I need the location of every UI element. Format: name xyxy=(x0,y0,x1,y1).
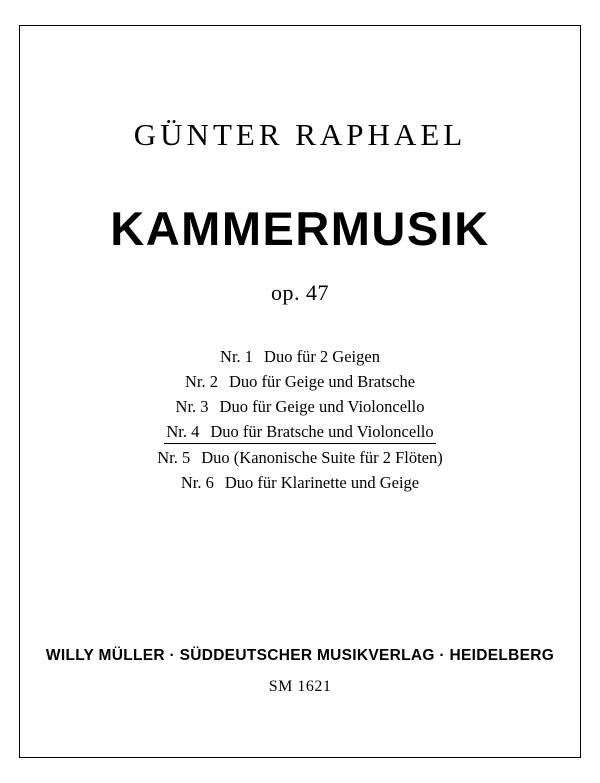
work-entry xyxy=(218,347,382,368)
work-title: Duo für Geige und Violoncello xyxy=(219,397,425,416)
work-list xyxy=(19,347,581,498)
work-entry xyxy=(183,372,417,393)
work-title: Duo für Geige und Bratsche xyxy=(228,372,416,391)
work-entry-highlighted xyxy=(164,422,435,444)
work-entry xyxy=(155,448,445,469)
composer-name: GÜNTER RAPHAEL xyxy=(133,117,467,152)
list-item xyxy=(19,372,581,393)
work-number: Nr. 2 xyxy=(184,372,218,391)
work-number: Nr. 3 xyxy=(175,397,209,416)
work-entry xyxy=(179,473,421,494)
work-number: Nr. 4 xyxy=(166,422,200,441)
work-entry xyxy=(174,397,427,418)
work-number: Nr. 6 xyxy=(180,473,214,492)
publisher-imprint: WILLY MÜLLER · SÜDDEUTSCHER MUSIKVERLAG · HEIDELBERG xyxy=(45,647,555,664)
opus-number: op. 47 xyxy=(271,280,329,305)
plate-number: SM 1621 xyxy=(268,678,332,695)
work-title: Duo für 2 Geigen xyxy=(264,347,380,366)
list-item xyxy=(19,397,581,418)
list-item-selected xyxy=(19,422,581,444)
list-item xyxy=(19,347,581,368)
work-title: Duo für Bratsche und Violoncello xyxy=(210,422,434,441)
list-item xyxy=(19,448,581,469)
cover-content xyxy=(19,25,581,758)
work-number: Nr. 5 xyxy=(157,448,191,467)
page-title: KAMMERMUSIK xyxy=(110,202,490,255)
work-title: Duo für Klarinette und Geige xyxy=(224,473,420,492)
list-item xyxy=(19,473,581,494)
work-title: Duo (Kanonische Suite für 2 Flöten) xyxy=(201,448,443,467)
work-number: Nr. 1 xyxy=(220,347,254,366)
